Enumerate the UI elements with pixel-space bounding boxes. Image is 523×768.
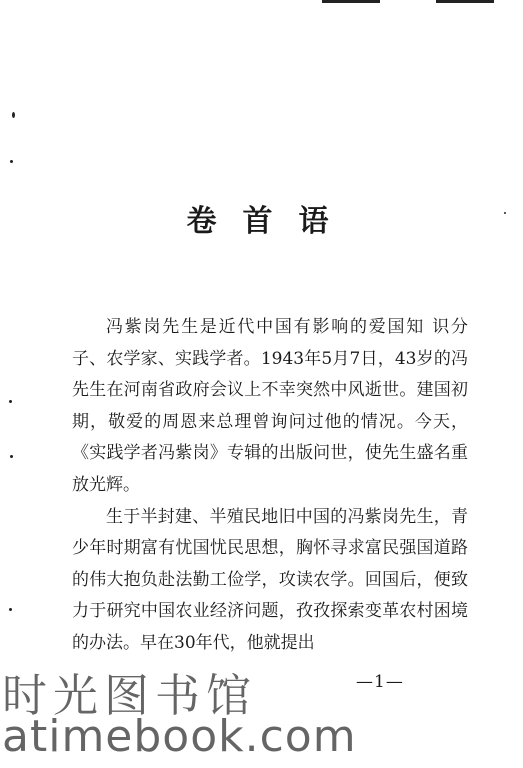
page-number: —1—: [356, 672, 404, 692]
scan-speck: [10, 160, 13, 163]
scan-speck: [9, 400, 12, 403]
watermark-text: 时光图书馆: [2, 669, 258, 722]
scan-speck: [10, 455, 13, 458]
paragraph: 冯紫岗先生是近代中国有影响的爱国知 识分子、农学家、实践学者。1943年5月7日，43岁的冯先生在河南省政府会议上不幸突然中风逝世。建国初期，敬爱的周恩来总理曾询问过他的情况。今天，《实践学者冯紫岗》专辑的出版问世，使先生盛名重放光辉。: [72, 317, 468, 495]
page-title: 卷首语: [186, 204, 355, 239]
scan-speck: [12, 112, 15, 118]
watermark-url: atimebook.com: [2, 711, 357, 762]
scan-edge-mark-left: [322, 0, 380, 3]
scan-speck: [9, 608, 12, 611]
paragraph: 生于半封建、半殖民地旧中国的冯紫岗先生，青少年时期富有忧国忧民思想，胸怀寻求富民强国道路的伟大抱负赴法勤工俭学，攻读农学。回国后，便致力于研究中国农业经济问题，孜孜探索变革农村困境的办法。早在30年代，他就提出: [72, 506, 468, 653]
body-text: [72, 312, 468, 660]
scan-edge-mark-right: [436, 0, 494, 3]
